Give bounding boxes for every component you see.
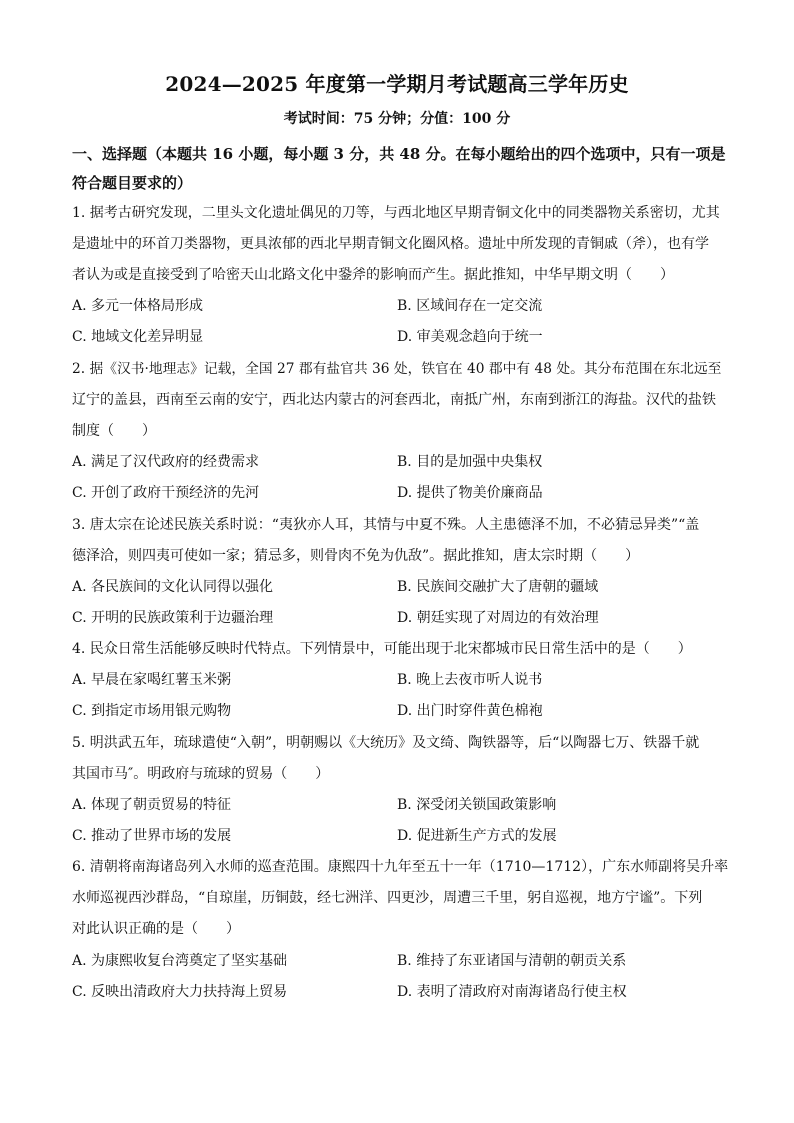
question-1-option-d[interactable]: D. 审美观念趋向于统一 — [397, 329, 543, 345]
question-2-line-3: 制度（ ） — [72, 423, 156, 439]
question-1-line-2: 是遗址中的环首刀类器物，更具浓郁的西北早期青铜文化圈风格。遗址中所发现的青铜戚（斧），也有学 — [72, 236, 709, 252]
question-4-option-a[interactable]: A. 早晨在家喝红薯玉米粥 — [72, 672, 232, 688]
question-3-line-1: 3. 唐太宗在论述民族关系时说：“夷狄亦人耳，其情与中夏不殊。人主患德泽不加，不必猜忌异类”“盖 — [72, 517, 700, 533]
question-6-line-2: 水师巡视西沙群岛，“自琼崖，历铜鼓，经七洲洋、四更沙，周遭三千里，躬自巡视，地方宁谧”。下列 — [72, 890, 703, 906]
question-5-line-1: 5. 明洪武五年，琉球遣使“入朝”，明朝赐以《大统历》及文绮、陶铁器等，后“以陶器七万、铁器千就 — [72, 735, 700, 751]
question-1-line-3: 者认为或是直接受到了哈密天山北路文化中銎斧的影响而产生。据此推知，中华早期文明（ ） — [72, 267, 674, 283]
question-3-line-2: 德泽洽，则四夷可使如一家；猜忌多，则骨肉不免为仇敌”。据此推知，唐太宗时期（ ） — [72, 548, 640, 564]
question-6-line-3: 对此认识正确的是（ ） — [72, 921, 240, 937]
question-5-option-b[interactable]: B. 深受闭关锁国政策影响 — [397, 797, 557, 813]
question-6-line-1: 6. 清朝将南海诸岛列入水师的巡查范围。康熙四十九年至五十一年（1710—1712），广东水师副将吴升率 — [72, 859, 729, 875]
section-heading: 一、选择题（本题共 16 小题，每小题 3 分，共 48 分。在每小题给出的四个选项中，只有一项是符合题目要求的） — [72, 145, 726, 192]
question-5-line-2: 其国市马″。明政府与琉球的贸易（ ） — [72, 766, 330, 782]
question-6-option-d[interactable]: D. 表明了清政府对南海诸岛行使主权 — [397, 984, 627, 1000]
question-2-option-d[interactable]: D. 提供了物美价廉商品 — [397, 485, 543, 501]
question-5-option-a[interactable]: A. 体现了朝贡贸易的特征 — [72, 797, 232, 813]
question-6-option-b[interactable]: B. 维持了东亚诸国与清朝的朝贡关系 — [397, 953, 627, 969]
question-6-option-c[interactable]: C. 反映出清政府大力扶持海上贸易 — [72, 984, 288, 1000]
question-3-option-b[interactable]: B. 民族间交融扩大了唐朝的疆域 — [397, 579, 599, 595]
question-1-line-1: 1. 据考古研究发现，二里头文化遗址偶见的刀等，与西北地区早期青铜文化中的同类器物关系密切，尤其 — [72, 205, 720, 221]
question-3-option-c[interactable]: C. 开明的民族政策利于边疆治理 — [72, 610, 274, 626]
question-2-line-2: 辽宁的盖县，西南至云南的安宁，西北达内蒙古的河套西北，南抵广州，东南到浙江的海盐。汉代的盐铁 — [72, 392, 716, 408]
question-2-option-c[interactable]: C. 开创了政府干预经济的先河 — [72, 485, 260, 501]
question-2-option-a[interactable]: A. 满足了汉代政府的经费需求 — [72, 454, 260, 470]
question-1-option-c[interactable]: C. 地域文化差异明显 — [72, 329, 204, 345]
question-4-option-d[interactable]: D. 出门时穿件黄色棉袍 — [397, 703, 543, 719]
question-5-option-c[interactable]: C. 推动了世界市场的发展 — [72, 828, 232, 844]
question-3-option-a[interactable]: A. 各民族间的文化认同得以强化 — [72, 579, 274, 595]
question-2-line-1: 2. 据《汉书·地理志》记载，全国 27 郡有盐官共 36 处，铁官在 40 郡中有 48 处。其分布范围在东北远至 — [72, 361, 722, 377]
question-1-option-a[interactable]: A. 多元一体格局形成 — [72, 298, 204, 314]
exam-subtitle: 考试时间：75 分钟；分值：100 分 — [283, 111, 511, 127]
question-4-line-1: 4. 民众日常生活能够反映时代特点。下列情景中，可能出现于北宋都城市民日常生活中的是（ ） — [72, 641, 692, 657]
question-4-option-b[interactable]: B. 晚上去夜市听人说书 — [397, 672, 543, 688]
question-3-option-d[interactable]: D. 朝廷实现了对周边的有效治理 — [397, 610, 599, 626]
question-6-option-a[interactable]: A. 为康熙收复台湾奠定了坚实基础 — [72, 953, 288, 969]
question-2-option-b[interactable]: B. 目的是加强中央集权 — [397, 454, 543, 470]
question-5-option-d[interactable]: D. 促进新生产方式的发展 — [397, 828, 557, 844]
exam-title: 2024—2025 年度第一学期月考试题高三学年历史 — [165, 72, 629, 96]
question-1-option-b[interactable]: B. 区域间存在一定交流 — [397, 298, 543, 314]
question-4-option-c[interactable]: C. 到指定市场用银元购物 — [72, 703, 232, 719]
